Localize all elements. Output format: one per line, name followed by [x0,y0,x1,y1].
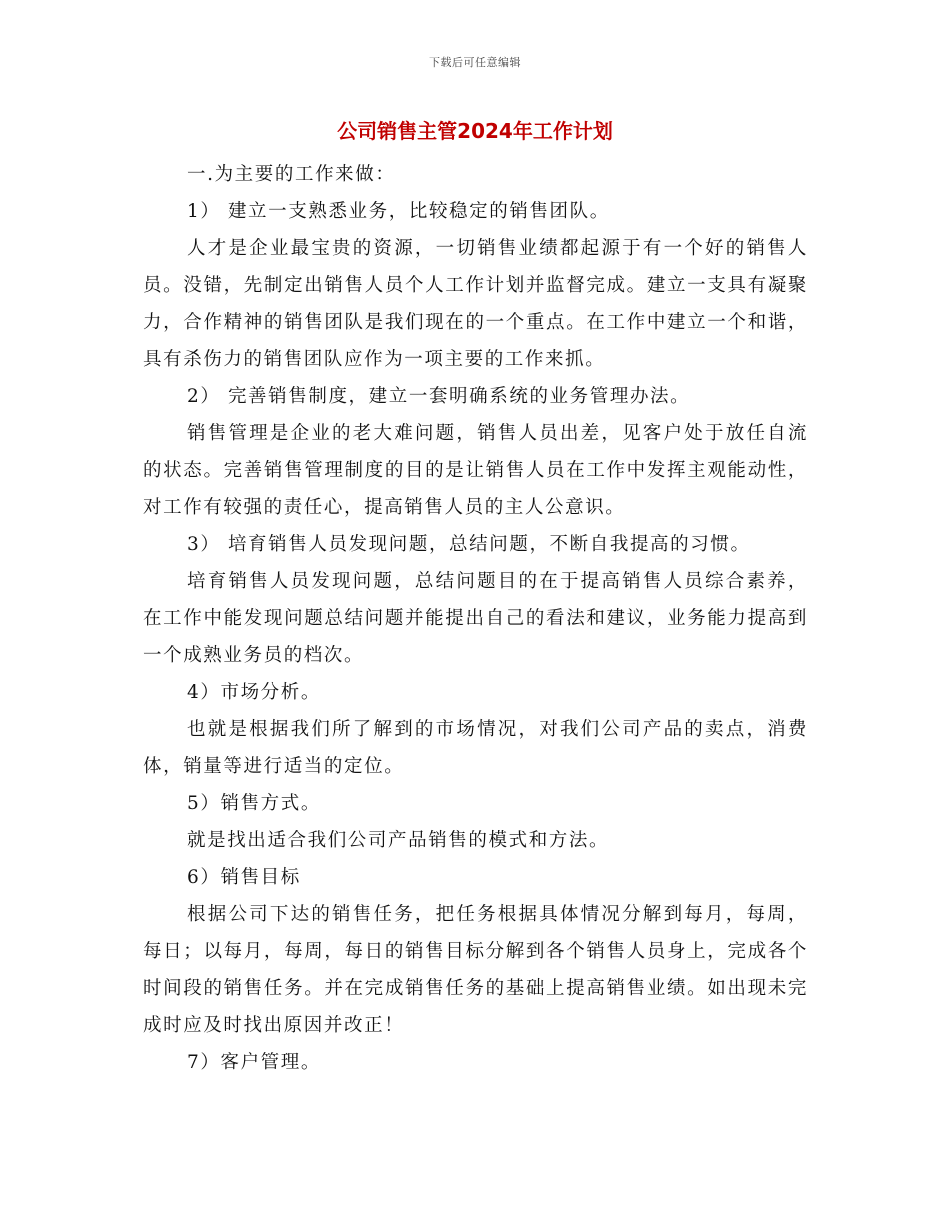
paragraph-4: 也就是根据我们所了解到的市场情况，对我们公司产品的卖点，消费体，销量等进行适当的定位。 [143,719,808,777]
document-title: 公司销售主管2024年工作计划 [337,119,613,143]
item-heading-3: 3） 培育销售人员发现问题，总结问题，不断自我提高的习惯。 [187,534,751,555]
item-heading-5: 5）销售方式。 [187,793,321,814]
document-body [143,156,808,1081]
paragraph-5: 就是找出适合我们公司产品销售的模式和方法。 [187,830,610,851]
item-heading-6: 6）销售目标 [187,867,301,888]
paragraph-6: 根据公司下达的销售任务，把任务根据具体情况分解到每月，每周，每日；以每月，每周，每日的销售目标分解到各个销售人员身上，完成各个时间段的销售任务。并在完成销售任务的基础上提高销售业绩。如出现未完成时应及时找出原因并改正！ [143,904,808,1036]
item-heading-7: 7）客户管理。 [187,1052,321,1073]
header-note: 下载后可任意编辑 [429,56,521,69]
paragraph-1: 人才是企业最宝贵的资源，一切销售业绩都起源于有一个好的销售人员。没错，先制定出销售人员个人工作计划并监督完成。建立一支具有凝聚力，合作精神的销售团队是我们现在的一个重点。在工作中建立一个和谐，具有杀伤力的销售团队应作为一项主要的工作来抓。 [143,238,808,370]
item-heading-2: 2） 完善销售制度，建立一套明确系统的业务管理办法。 [187,386,691,407]
section-heading: 一.为主要的工作来做： [187,164,396,185]
paragraph-2: 销售管理是企业的老大难问题，销售人员出差，见客户处于放任自流的状态。完善销售管理制度的目的是让销售人员在工作中发挥主观能动性，对工作有较强的责任心，提高销售人员的主人公意识。 [143,423,808,518]
paragraph-3: 培育销售人员发现问题，总结问题目的在于提高销售人员综合素养，在工作中能发现问题总结问题并能提出自己的看法和建议，业务能力提高到一个成熟业务员的档次。 [143,571,808,666]
item-heading-1: 1） 建立一支熟悉业务，比较稳定的销售团队。 [187,201,610,222]
item-heading-4: 4）市场分析。 [187,682,321,703]
